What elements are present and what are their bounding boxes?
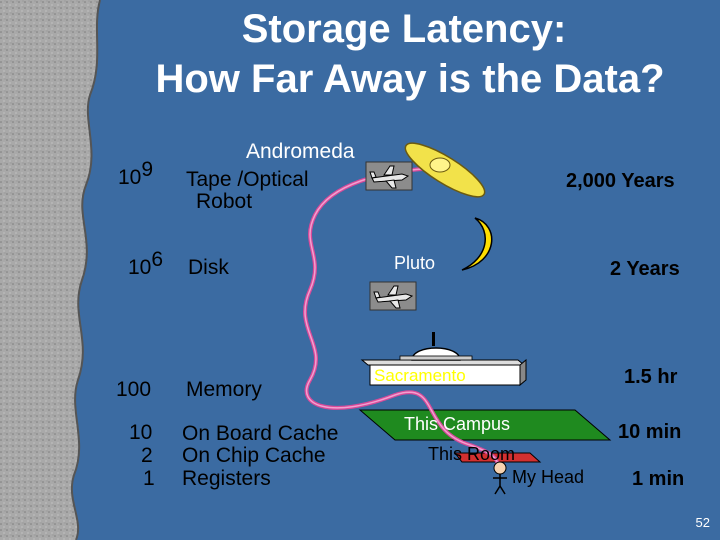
label-memory: Memory (186, 378, 262, 401)
magnitude-registers: 1 (143, 467, 155, 490)
analogy-andromeda: Andromeda (246, 140, 355, 163)
time-registers: 1 min (632, 468, 685, 490)
label-tape: Tape /Optical (186, 168, 309, 191)
pluto-moon-icon (462, 218, 492, 270)
magnitude-memory: 100 (116, 378, 152, 401)
time-memory: 1.5 hr (624, 366, 678, 388)
label-robot: Robot (196, 190, 253, 213)
magnitude-board-cache: 10 (129, 421, 153, 444)
my-head-figure-icon (493, 462, 507, 494)
analogy-campus: This Campus (404, 414, 511, 434)
label-chip-cache: On Chip Cache (182, 444, 326, 467)
analogy-pluto: Pluto (394, 253, 436, 273)
analogy-room: This Room (428, 444, 516, 464)
time-board-cache: 10 min (618, 421, 682, 443)
airplane-icon-1 (366, 162, 412, 190)
label-disk: Disk (188, 256, 229, 279)
time-disk: 2 Years (610, 258, 680, 280)
title-line-1: Storage Latency: (241, 7, 567, 51)
analogy-sacramento: Sacramento (374, 366, 466, 385)
magnitude-tape: 109 (118, 158, 154, 189)
label-board-cache: On Board Cache (182, 422, 339, 445)
magnitude-disk: 106 (128, 248, 164, 279)
page-number: 52 (695, 515, 710, 530)
analogy-head: My Head (512, 467, 585, 487)
label-registers: Registers (182, 467, 271, 490)
airplane-icon-2 (370, 282, 416, 310)
title-line-2: How Far Away is the Data? (155, 57, 665, 101)
time-tape: 2,000 Years (566, 170, 675, 192)
magnitude-chip-cache: 2 (141, 444, 153, 467)
